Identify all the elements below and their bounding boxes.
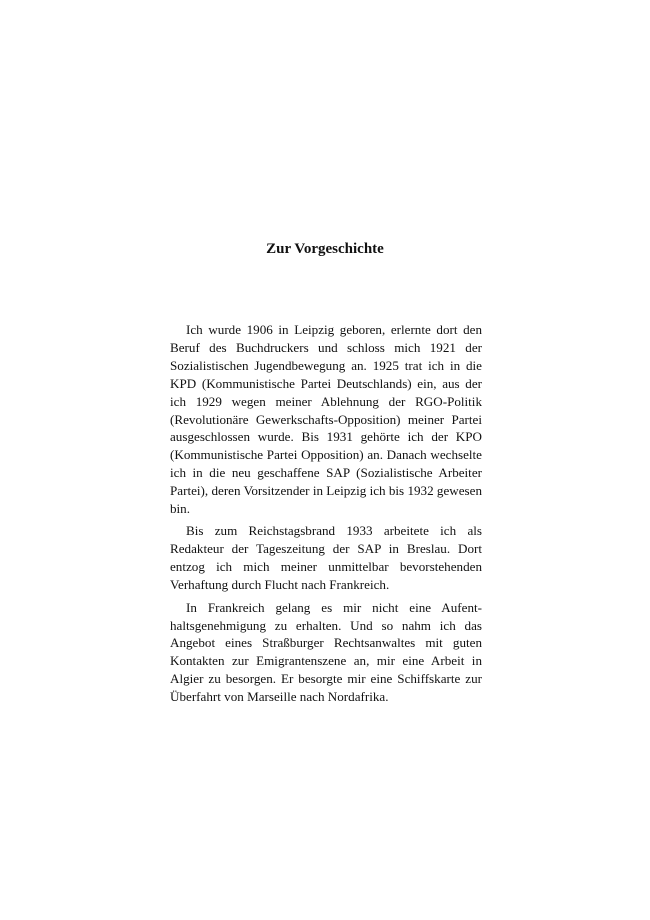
paragraph-3: In Frankreich gelang es mir nicht eine Aufenthaltsgenehmigung zu erhalten. Und so nahm ich das Angebot eines Straßburger Rechtsanwaltes mit guten Kontakten zur Emigrantenszene an, mir eine Arbeit in Algier zu besorgen. Er besorgte mir eine Schiffskarte zur Überfahrt von Marseille nach Nordafrika. [170,599,482,705]
chapter-title: Zur Vorgeschichte [266,241,384,257]
body-text [170,321,482,711]
paragraph-1: Ich wurde 1906 in Leipzig geboren, erlernte dort den Beruf des Buchdruckers und schloss mich 1921 der Sozialistischen Jugendbewegung an. 1925 trat ich in die KPD (Kommunistische Partei Deutschlands) ein, aus der ich 1929 wegen meiner Ablehnung der RGO-Politik (Revolutionäre Gewerkschafts-Opposition) meiner Partei ausgeschlossen wurde. Bis 1931 gehörte ich der KPO (Kommunistische Partei Opposition) an. Danach wechselte ich in die neu geschaffene SAP (Sozialistische Arbeiter Partei), deren Vorsitzender in Leipzig ich bis 1932 gewesen bin. [170,322,482,517]
paragraph-2: Bis zum Reichstagsbrand 1933 arbeitete ich als Redakteur der Tageszeitung der SAP in Breslau. Dort entzog ich mich meiner unmittelbar bevorstehenden Verhaftung durch Flucht nach Frankreich. [170,523,482,593]
